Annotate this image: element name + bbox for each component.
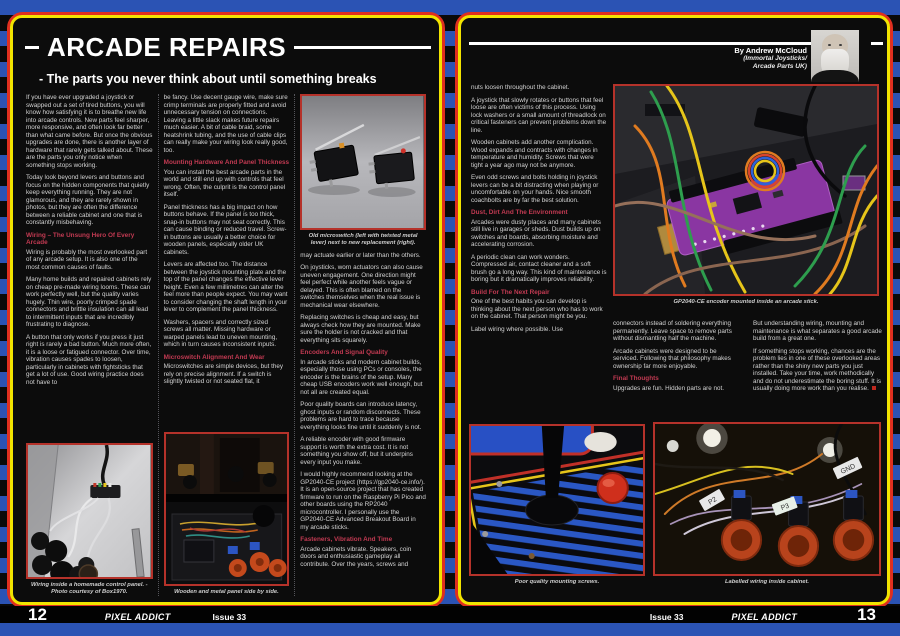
page-number-right: 13	[857, 605, 876, 624]
author-org-line1: (Immortal Joysticks/	[743, 55, 807, 62]
paragraph: may actuate earlier or later than the others.	[300, 251, 421, 259]
paragraph: Replacing switches is cheap and easy, but always check how they are mounted. Make sure the holder is not cracked and that everything sits squarely.	[300, 314, 421, 344]
paragraph: nuts loosen throughout the cabinet.	[471, 84, 570, 91]
section-heading: Microswitch Alignment And Wear	[163, 353, 265, 361]
right-page-body	[461, 18, 887, 602]
paragraph: I would highly recommend looking at the GP2040-CE project (https://gp2040-ce.info/). It is an open-source project that has created firmware to run on the Raspberry Pi Pico and other boards using the RP2040 microcontroller. I personally use the GP2040-CE Advanced Breakout Board in my arcade sticks.	[300, 471, 426, 531]
issue-number: Issue 33	[212, 612, 247, 622]
paragraph: If something stops working, chances are the problem lies in one of these overlooked areas rather than the shiny new parts you just installed. Take your time, work methodically and do not underestimate the boring stuff. It is usually doing more work than you realise.	[753, 347, 882, 392]
paragraph: A joystick that slowly rotates or buttons that feel loose are often victims of this process. Using lock washers or a small amount of threadlock on critical fasteners can prevent problems down the line.	[471, 96, 607, 134]
paragraph: Label wiring where possible. Use	[471, 325, 564, 333]
paragraph: You can install the best arcade parts in the world and still end up with controls that feel wrong. Often, the culprit is the control panel itself.	[163, 168, 286, 198]
left-column-2-text	[164, 94, 290, 391]
microswitch-photo	[300, 94, 426, 230]
section-heading: Fasteners, Vibration And Time	[300, 536, 393, 544]
left-page-inner	[10, 15, 442, 605]
end-of-article-mark	[872, 386, 876, 390]
paragraph: In arcade sticks and modern cabinet builds, especially those using PCs or consoles, the encoder is the brains of the setup. Many cheap USB encoders work well enough, but not all are created equal.	[300, 358, 423, 396]
magazine-brand: PIXEL ADDICT	[104, 612, 171, 622]
author-byline: By Andrew McCloud	[734, 46, 807, 55]
wire-label-p2: P2	[707, 496, 719, 507]
figure-labelled-wiring-photo	[653, 422, 881, 586]
section-heading: Mounting Hardware And Panel Thickness	[163, 159, 290, 166]
paragraph: Arcade cabinets vibrate. Speakers, coin doors and enthusiastic gameplay all contribute. Over the years, screws and	[300, 545, 412, 568]
paragraph: Wiring is probably the most overlooked part of any arcade setup. It is also one of the most common causes of faults.	[26, 248, 148, 271]
paragraph: Many home builds and repaired cabinets rely on cheap pre-made wiring looms. These can work perfectly well, but the quality varies hugely. Thin wire, poorly crimped spade connectors and brittle insulation can all lead to intermittent inputs that are incredibly frustrating to diagnose.	[26, 276, 152, 328]
issue-number: Issue 33	[649, 612, 684, 622]
paragraph: be fancy. Use decent gauge wire, make sure crimp terminals are properly fitted and avoid unnecessary tension on connections. Leaving a little slack makes future repairs much easier. A bit of cable braid, some heatshrink tubing, and the use of cable clips can really make your wiring look really good, too.	[163, 94, 288, 154]
footer-right	[650, 605, 876, 625]
paragraph: But understanding wiring, mounting and maintenance is what separates a good arcade build from a great one.	[753, 320, 882, 342]
article-title: ARCADE REPAIRS	[47, 32, 287, 62]
labelled-wiring-photo-caption: Labelled wiring inside cabinet.	[724, 579, 810, 585]
section-heading: Encoders And Signal Quality	[300, 349, 388, 357]
title-row	[25, 32, 431, 63]
panels-photo-caption: Wooden and metal panel side by side.	[174, 589, 279, 596]
left-page-columns	[21, 94, 431, 596]
labelled-wiring-photo-illustration	[655, 424, 879, 574]
section-heading: Final Thoughts	[613, 375, 659, 382]
paragraph: One of the best habits you can develop is thinking about the next person who has to work on the cabinet. That person might be you.	[471, 298, 603, 320]
title-dash	[25, 46, 39, 49]
right-page-inner	[458, 15, 890, 605]
gp2040-photo-illustration	[615, 86, 877, 294]
wiring-photo	[26, 443, 153, 579]
left-column-1	[21, 94, 158, 596]
section-heading: Dust, Dirt And The Environment	[471, 209, 568, 216]
paragraph: connectors instead of soldering everything permanently. Leave space to remove parts without dismantling half the machine.	[613, 320, 732, 342]
paragraph: Microswitches are simple devices, but they rely on precise alignment. If a switch is slightly twisted or not seated flat, it	[163, 363, 283, 385]
article-subtitle: - The parts you never think about until something breaks	[39, 72, 377, 86]
paragraph: Washers, spacers and correctly sized screws all matter. Missing hardware or warped panels lead to uneven mounting, which in turn causes inconsistent inputs.	[163, 318, 278, 348]
paragraph: Today look beyond levers and buttons and focus on the hidden components that quietly keep everything running. They are not glamorous, and they are rarely shown in photos, but they are often the difference between a reliable cabinet and one that is constantly misbehaving.	[26, 174, 150, 226]
magazine-brand: PIXEL ADDICT	[731, 612, 798, 622]
paragraph: A periodic clean can work wonders. Compressed air, contact cleaner and a soft brush go a long way. This kind of maintenance is boring but it dramatically improves reliability.	[471, 253, 607, 283]
left-column-3-text	[300, 252, 426, 574]
joystick-photo	[469, 424, 645, 576]
left-column-2	[158, 94, 295, 596]
paragraph: Panel thickness has a big impact on how buttons behave. If the panel is too thick, snap-in buttons may not seat correctly. This can cause binding or reduced travel. Screw-in buttons are usually a better choice for wooden panels, especially older UK cabinets.	[163, 203, 287, 256]
right-column-3-text	[753, 320, 883, 424]
paragraph: Arcades were dusty places and many cabinets still live in garages or sheds. Dust builds up on switches and boards, absorbing moisture and accelerating corrosion.	[471, 218, 601, 248]
wiring-photo-illustration	[28, 445, 151, 577]
right-column-1-text	[471, 84, 607, 422]
right-column-2-text	[613, 320, 741, 420]
wire-label-p3: P3	[780, 502, 791, 513]
author-org-line2: Arcade Parts UK)	[752, 63, 807, 70]
figure-panels-photo	[164, 432, 290, 596]
paragraph: On joysticks, worn actuators can also cause uneven engagement. One direction might feel perfect while another feels vague or delayed. This is often blamed on the switches themselves when the real issue is mechanical wear elsewhere.	[300, 264, 423, 309]
paragraph: Arcade cabinets were designed to be serviced. Following that philosophy makes ownership far more enjoyable.	[613, 347, 731, 370]
paragraph: If you have ever upgraded a joystick or swapped out a set of tired buttons, you will know how satisfying it is to breathe new life into arcade controls. New parts feel sharper, more responsive, and often look far better than what came before. But once the obvious upgrades are done, there is another layer of hardware that rarely gets talked about. These are the parts you only notice when something stops working.	[26, 94, 153, 169]
wiring-photo-caption: Wiring inside a homemade control panel. - Photo courtesy of Box1970.	[31, 582, 148, 596]
left-column-1-text	[26, 94, 153, 391]
figure-gp2040-photo	[613, 84, 879, 306]
paragraph: A button that only works if you press it just right is rarely a bad button. Much more often, it is a loose or fatigued connector. Over time, vibration causes spades to loosen, particularly in cabinets with fightsticks that get a lot of use. Good wiring practice does not have to	[26, 333, 152, 386]
figure-joystick-photo	[469, 424, 645, 586]
paragraph: Even odd screws and bolts holding in joystick levers can be a bit distracting when playing or uncomfortable on your hands. Nice smooth coachbolts are by far the best solution.	[471, 174, 599, 204]
paragraph: Levers are affected too. The distance between the joystick mounting plate and the top of the panel changes the effective lever height. Even a few millimetres can alter the feel more than people expect. You may want to consider changing the shaft length in your lever to complement the panel thickness.	[163, 261, 288, 313]
paragraph: A reliable encoder with good firmware support is worth the extra cost. It is not something you show off, but it underpins every input you make.	[300, 436, 413, 466]
left-column-3	[294, 94, 431, 596]
section-heading: Wiring – The Unsung Hero Of Every Arcade	[26, 231, 135, 246]
gp2040-photo-caption: GP2040-CE encoder mounted inside an arcade stick.	[673, 299, 819, 305]
section-heading: Build For The Next Repair	[471, 288, 550, 296]
joystick-photo-illustration	[471, 426, 643, 574]
footer-left	[28, 605, 246, 625]
title-rule	[294, 46, 431, 49]
panels-photo-illustration	[166, 434, 288, 584]
left-page	[7, 12, 445, 608]
wire-label-gnd: GND	[839, 462, 857, 476]
microswitch-photo-caption: Old microswitch (left with twisted metal lever) next to new replacement (right).	[308, 233, 418, 246]
joystick-photo-caption: Poor quality mounting screws.	[514, 579, 600, 585]
paragraph: Poor quality boards can introduce latency, ghost inputs or random disconnects. These problems are hard to trace because everything looks fine until it suddenly is not.	[300, 401, 422, 431]
figure-wiring-photo	[26, 443, 153, 596]
gp2040-photo	[613, 84, 879, 296]
paragraph: Wooden cabinets add another complication. Wood expands and contracts with changes in temperature and humidity. Screws that were tight a year ago may not be anymore.	[471, 139, 598, 169]
page-number-left: 12	[28, 605, 47, 624]
figure-microswitch-photo	[300, 94, 426, 247]
panels-photo	[164, 432, 290, 586]
paragraph: Upgrades are fun. Hidden parts are not.	[613, 384, 724, 392]
labelled-wiring-photo	[653, 422, 881, 576]
microswitch-photo-illustration	[302, 96, 424, 228]
right-page	[455, 12, 893, 608]
